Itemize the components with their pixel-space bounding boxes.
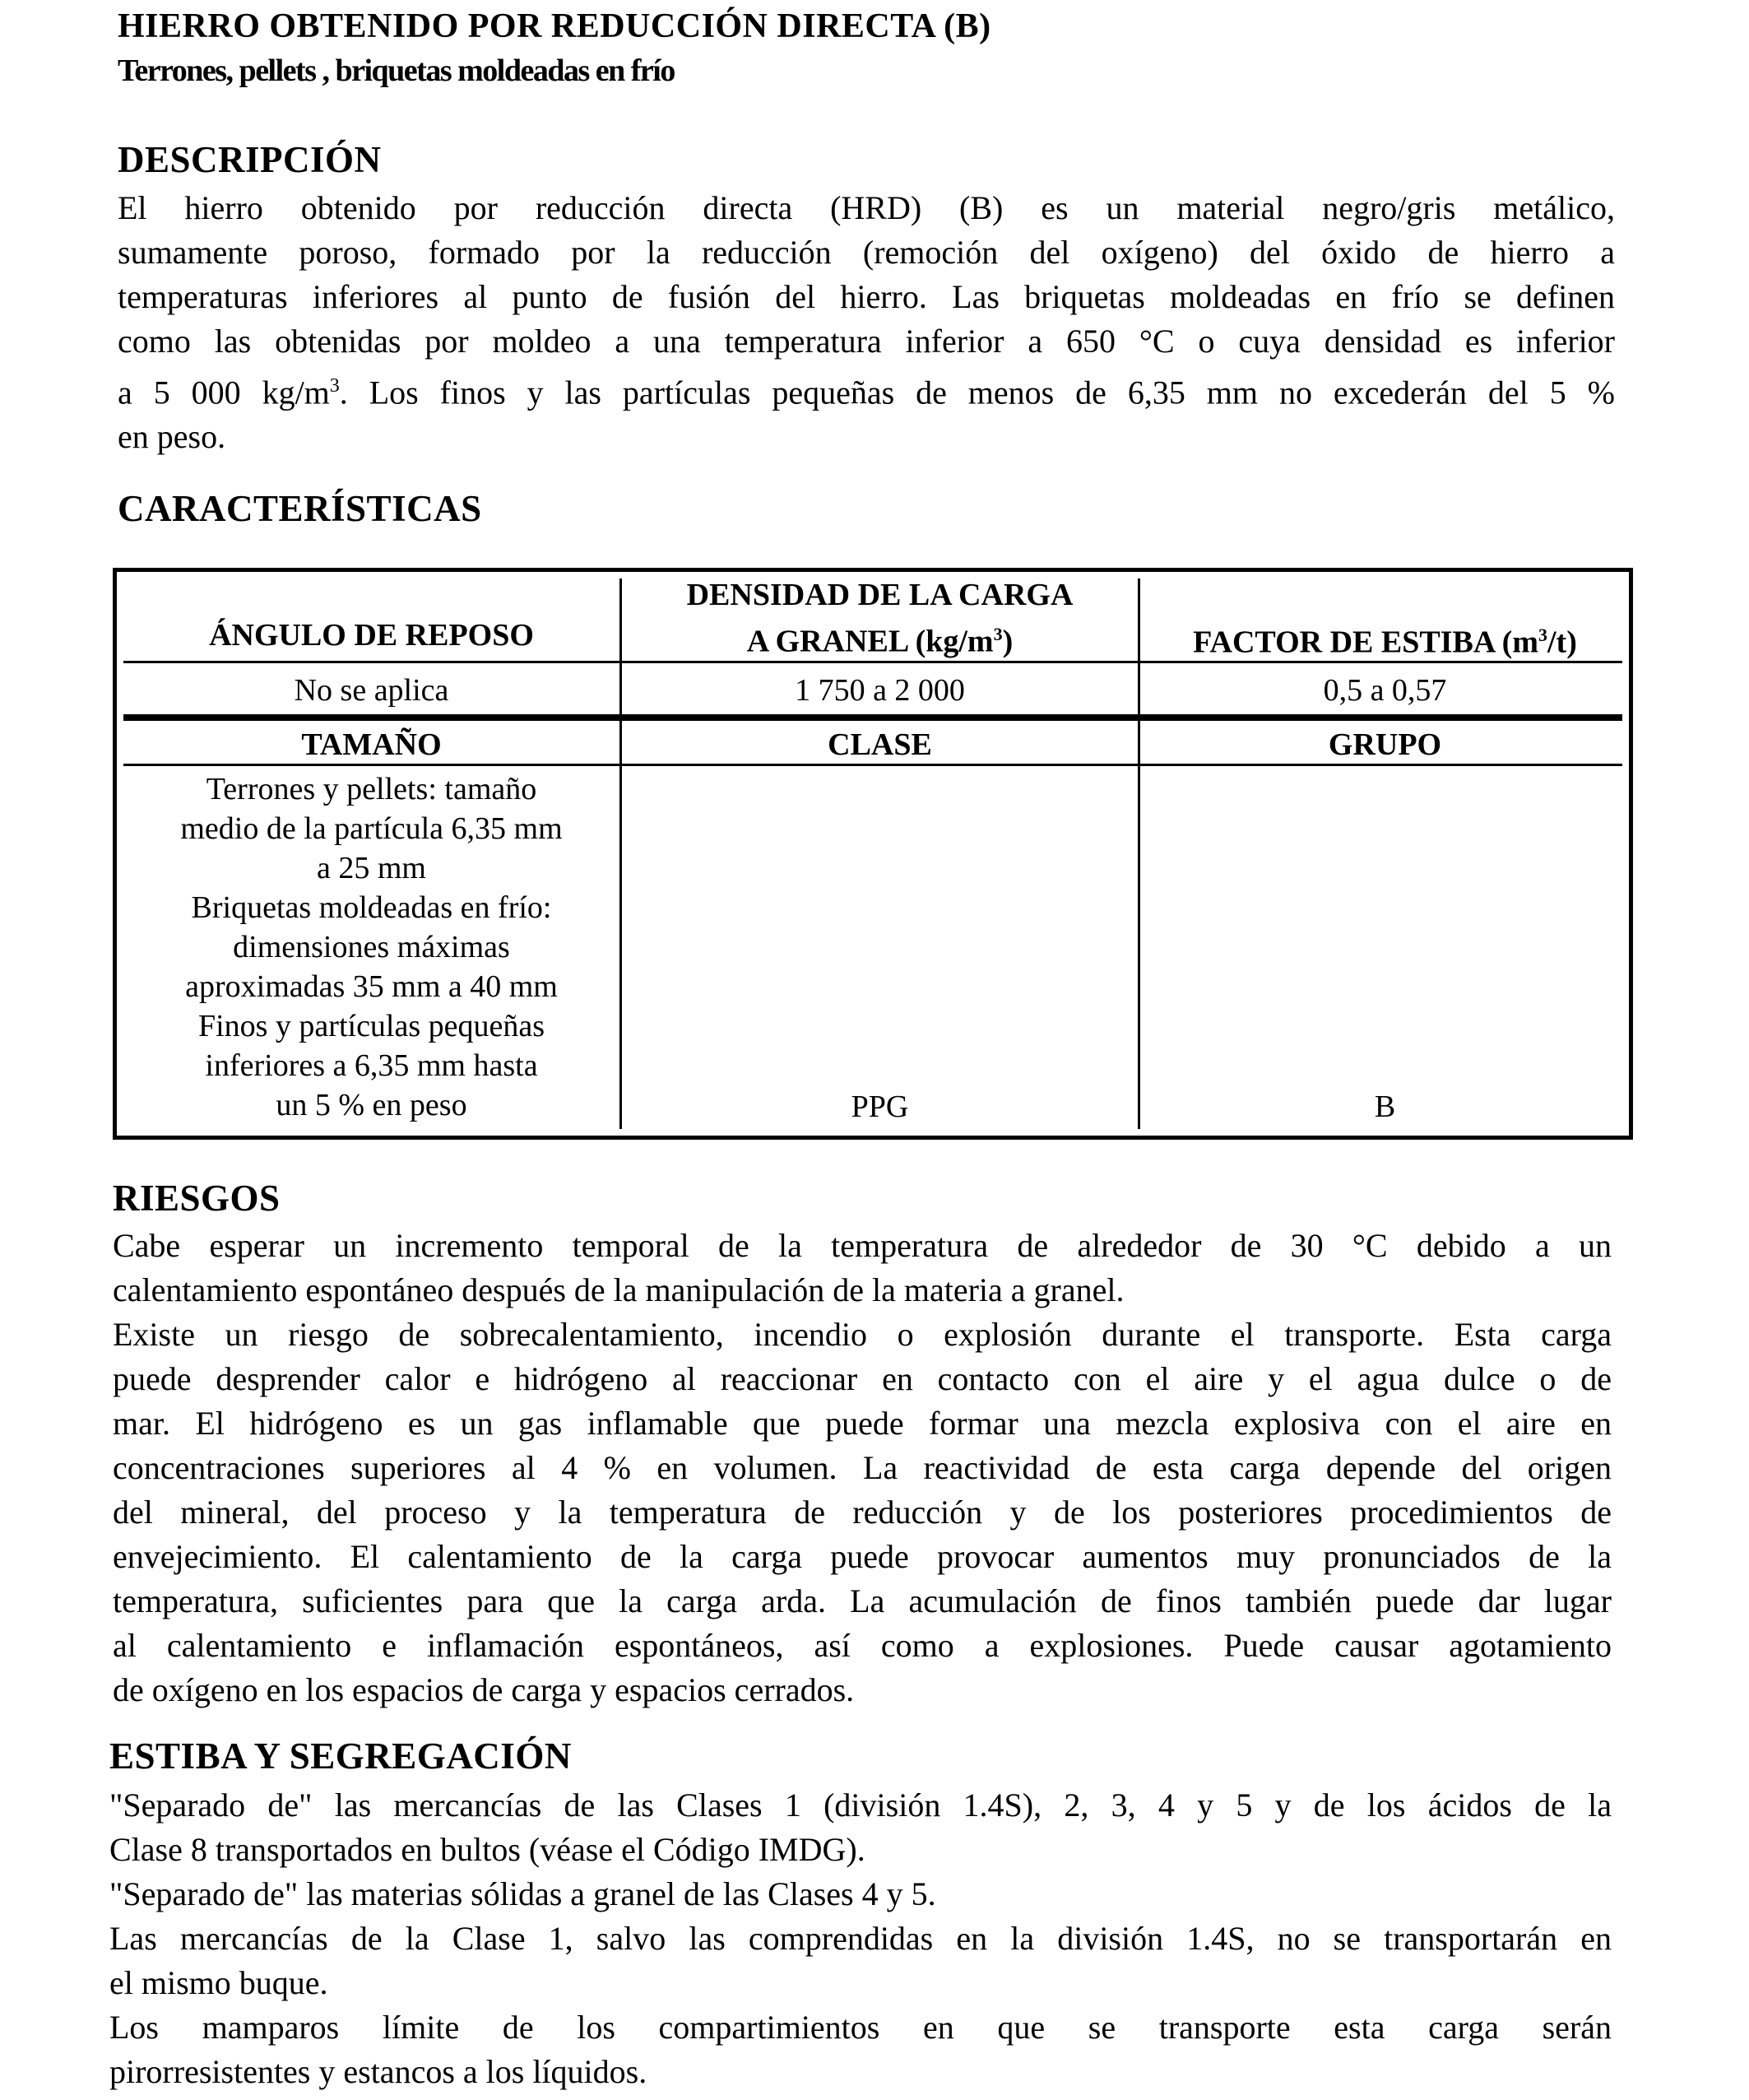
superscript: 3 [993, 624, 1003, 644]
paragraph-line-text: a 5 000 kg/m [118, 374, 330, 411]
paragraph-line: temperaturas inferiores al punto de fusión del hierro. Las briquetas moldeadas en frío se definen [118, 278, 1615, 315]
value-factor: 0,5 a 0,57 [1323, 673, 1447, 708]
paragraph-line: el mismo buque. [109, 1964, 328, 2001]
value-grupo: B [1374, 1089, 1396, 1124]
paragraph-line: del mineral, del proceso y la temperatura de reducción y de los posteriores procedimientos de [113, 1494, 1612, 1531]
header-text: /t) [1547, 625, 1577, 660]
paragraph-line: Existe un riesgo de sobrecalentamiento, incendio o explosión durante el transporte. Esta carga [113, 1316, 1612, 1353]
paragraph-line: concentraciones superiores al 4 % en volumen. La reactividad de esta carga depende del origen [113, 1449, 1612, 1486]
tamano-line: Briquetas moldeadas en frío: [191, 890, 552, 925]
value-densidad: 1 750 a 2 000 [795, 673, 965, 708]
document-title: HIERRO OBTENIDO POR REDUCCIÓN DIRECTA (B) [118, 7, 991, 45]
riesgos-paragraph [113, 1224, 1612, 1712]
tamano-line: a 25 mm [317, 851, 426, 885]
characteristics-table [113, 568, 1633, 1140]
header-text: A GRANEL (kg/m [746, 624, 994, 659]
paragraph-line: Cabe esperar un incremento temporal de la temperatura de alrededor de 30 °C debido a un [113, 1227, 1612, 1264]
header-grupo: GRUPO [1328, 727, 1442, 762]
paragraph-line-with-superscript [118, 364, 1615, 415]
tamano-line: aproximadas 35 mm a 40 mm [185, 969, 558, 1004]
paragraph-line: envejecimiento. El calentamiento de la carga puede provocar aumentos muy pronunciados de la [113, 1538, 1612, 1575]
paragraph-line: Las mercancías de la Clase 1, salvo las comprendidas en la división 1.4S, no se transportarán en [109, 1920, 1612, 1957]
header-factor-de-estiba [1140, 616, 1630, 662]
header-densidad [622, 575, 1138, 662]
table-divider [123, 714, 1622, 721]
header-text-with-superscript [622, 615, 1138, 662]
superscript: 3 [1538, 625, 1547, 645]
header-text: FACTOR DE ESTIBA (m [1193, 625, 1538, 660]
paragraph-line: "Separado de" las materias sólidas a granel de las Clases 4 y 5. [109, 1875, 936, 1912]
paragraph-line: en peso. [118, 418, 226, 456]
paragraph-line: Los mamparos límite de los compartimientos en que se transporte esta carga serán [109, 2009, 1612, 2046]
section-heading-descripcion: DESCRIPCIÓN [118, 139, 382, 180]
section-heading-caracteristicas: CARACTERÍSTICAS [118, 488, 482, 529]
tamano-line: un 5 % en peso [276, 1088, 467, 1122]
tamano-line: Finos y partículas pequeñas [197, 1009, 545, 1043]
tamano-line: dimensiones máximas [233, 930, 510, 964]
value-tamano [123, 769, 619, 1125]
paragraph-line: Clase 8 transportados en bultos (véase el Código IMDG). [109, 1831, 865, 1868]
paragraph-line: de oxígeno en los espacios de carga y espacios cerrados. [113, 1671, 855, 1708]
tamano-line: medio de la partícula 6,35 mm [180, 811, 563, 846]
header-text: DENSIDAD DE LA CARGA [686, 578, 1074, 612]
descripcion-paragraph [118, 186, 1615, 459]
paragraph-line-text: . Los finos y las partículas pequeñas de menos de 6,35 mm no excederán del 5 % [339, 374, 1615, 411]
section-heading-riesgos: RIESGOS [113, 1178, 281, 1219]
tamano-line: Terrones y pellets: tamaño [206, 772, 537, 806]
paragraph-line: pirorresistentes y estancos a los líquidos. [109, 2053, 647, 2090]
value-clase: PPG [851, 1089, 909, 1124]
document-subtitle: Terrones, pellets , briquetas moldeadas en frío [118, 53, 675, 88]
paragraph-line: mar. El hidrógeno es un gas inflamable que puede formar una mezcla explosiva con el aire en [113, 1405, 1612, 1442]
estiba-paragraph [109, 1783, 1612, 2094]
section-heading-estiba: ESTIBA Y SEGREGACIÓN [109, 1735, 572, 1777]
paragraph-line: como las obtenidas por moldeo a una temperatura inferior a 650 °C o cuya densidad es inferior [118, 323, 1615, 360]
header-text: ) [1002, 624, 1014, 659]
paragraph-line: calentamiento espontáneo después de la manipulación de la materia a granel. [113, 1271, 1125, 1308]
tamano-line: inferiores a 6,35 mm hasta [205, 1048, 538, 1083]
paragraph-line: sumamente poroso, formado por la reducción (remoción del oxígeno) del óxido de hierro a [118, 234, 1615, 271]
paragraph-line: El hierro obtenido por reducción directa (HRD) (B) es un material negro/gris metálico, [118, 189, 1615, 226]
paragraph-line: puede desprender calor e hidrógeno al reaccionar en contacto con el aire y el agua dulce o de [113, 1360, 1612, 1397]
header-clase: CLASE [828, 727, 932, 762]
paragraph-line: temperatura, suficientes para que la carga arda. La acumulación de finos también puede dar lugar [113, 1582, 1612, 1619]
paragraph-line: "Separado de" las mercancías de las Clases 1 (división 1.4S), 2, 3, 4 y 5 y de los ácidos de la [109, 1786, 1612, 1824]
header-tamano: TAMAÑO [301, 727, 442, 762]
value-angulo: No se aplica [294, 673, 449, 708]
header-angulo-de-reposo: ÁNGULO DE REPOSO [209, 618, 534, 653]
paragraph-line: al calentamiento e inflamación espontáneos, así como a explosiones. Puede causar agotamiento [113, 1627, 1612, 1664]
superscript: 3 [329, 375, 340, 397]
